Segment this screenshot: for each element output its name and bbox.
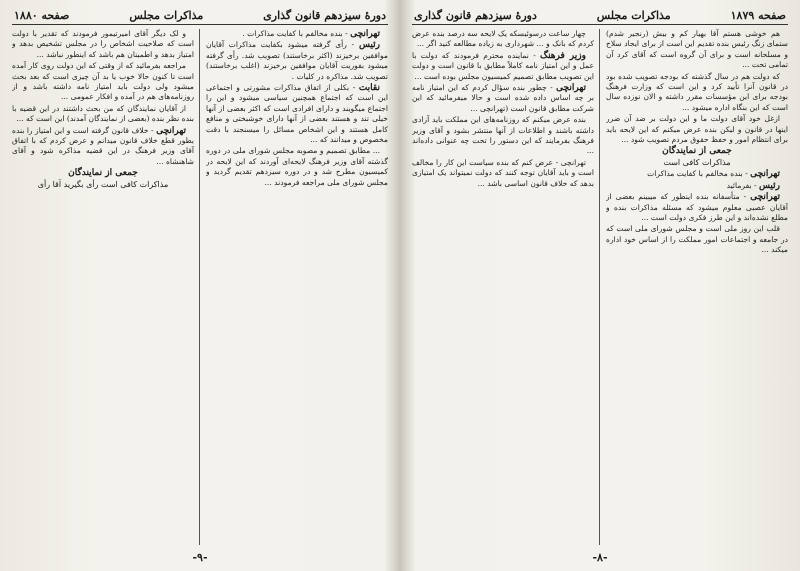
right-page-number: صفحه ۱۸۷۹ bbox=[730, 8, 786, 22]
paragraph: بنده مخالفم با کفایت مذاکرات bbox=[647, 169, 743, 179]
paragraph: بکلی از اتفاق مذاکرات مشورتی و اجتماعی این است که اجتماع همچنین سیاسی میشود و این را اجتماع میگویند و دارای افرادی است که اکثر بعضی از آنها خیلی تند و هستند بعضی از آنها دارای خوشبختی و منافع کامل هستند و این اشخاص مسائل را میسنجند با دقت مخصوص و میدانند که ... bbox=[206, 83, 388, 145]
speaker-name: رئیس bbox=[758, 180, 780, 191]
paragraph: و لک دیگر آقای امیرتیمور فرمودند که تقدیر با دولت است که صلاحیت اشخاص را در مجلس تشخیص بدهد و امتیاز بدهد و اطمینان هم باشد که اینطور نباشد ... bbox=[12, 29, 194, 59]
speaker-name: تهرانچی bbox=[350, 29, 380, 39]
paragraph: بفرمائید bbox=[726, 180, 752, 190]
paragraph: قلب این روز ملی است و مجلس شورای ملی است که در جامعه و اجتماعات امور مملکت را از اساس خود اداره میکند ... bbox=[606, 224, 788, 255]
right-page-header bbox=[412, 6, 788, 25]
paragraph: بنده مخالفم با کفایت مذاکرات . bbox=[242, 29, 343, 38]
right-page-columns bbox=[412, 29, 788, 545]
paragraph: تهرانچی - عرض کنم که بنده سیاست این کار را مخالف است و باید آقایان توجه کنند که دولت نمیتواند یک امتیازی بدهد که خلاف قانون اساسی باشد ... bbox=[412, 157, 594, 188]
speaker-name: نقابت bbox=[358, 83, 380, 94]
speaker-name: وزیر فرهنگ bbox=[540, 50, 586, 61]
right-page bbox=[404, 6, 796, 566]
paragraph: نماینده محترم فرمودند که دولت با عمل و این امتیاز نامه کاملاً مطابق با قانون است و دولت این تصویب مطابق تصمیم کمیسیون مجلس بوده است ... bbox=[412, 50, 594, 81]
left-page-header bbox=[12, 6, 388, 25]
left-page bbox=[4, 6, 396, 566]
right-page-session: دورهٔ سیزدهم قانون گذاری bbox=[414, 8, 537, 22]
paragraph: چطور بنده سؤال کردم که این امتیاز نامه بر چه اساس داده شده است و حالا میفرمائید که این شرکت مطابق قانون است (تهرانچی ... bbox=[412, 83, 594, 113]
paragraph: ازغل خود آقای دولت ما و این دولت بر ضد آن ضرر اینها در قانون و لیکن بنده عرض میکنم که این لایحه باید برای انتظام امور و حفظ حقوق مردم تصویب شود ... bbox=[606, 114, 788, 145]
paragraph: مراجعه بفرمائید که از وقتی که این دولت روی کار آمده است تا کنون حالا خوب یا بد آن چیزی است که بعد بحث میشود ولی دولت باید امتیاز نامه داشته باشد و از روزنامه‌های هم در آمده و افکار عمومی ... bbox=[12, 61, 194, 102]
paragraph: که دولت هم در سال گذشته که بودجه تصویب شده بود در قانون آنرا تأیید کرد و این است که وزارت فرهنگ بودجه برای این مؤسسات مقرر داشته و الان نوزده سال است که این بنگاه اداره میشود ... bbox=[606, 71, 788, 112]
left-page-columns bbox=[12, 29, 388, 545]
right-page-folio: -۸- bbox=[592, 551, 608, 564]
right-page-title: مذاکرات مجلس bbox=[596, 8, 671, 22]
left-page-folio: -۹- bbox=[192, 551, 208, 564]
session-heading: جمعی از نمایندگان bbox=[662, 146, 732, 157]
right-page-column-right: هم خوشی هستم آقا بهیار کم و بیش (رنجیر شدم) ستمای زنگ رئیس بنده تقدیم این است از برای ایجاد سلاح و مسلحانه است و برای آن گروه است که آقای کرد آن تمامی تحت ... که دولت هم در سال گذشته که بودجه تصویب شده بود در قانون آنرا تأیید کرد و این است که وزارت فرهنگ بودجه برای این مؤسسات مقرر داشته و الان نوزده سال است که این بنگاه اداره میشود ... ازغل خود آقای دولت ما و این دولت بر ضد آن ضرر اینها در قانون و لیکن بنده عرض میکنم که این لایحه باید برای انتظام امور و حفظ حقوق مردم تصویب شود ... جمعی از نمایندگان مذاکرات کافی است تهرانچی - بنده مخالفم با کفایت مذاکرات رئیس - بفرمائید تهرانچی - متأسفانه بنده اینطور که میبینم بعضی از آقایان عصبی معلوم میشود که مسئله مذاکرات بنده و مطلع نشده‌اند و این طرز فکری دولت است ... قلب این روز ملی است و مجلس شورای ملی است که در جامعه و اجتماعات امور مملکت را از اساس خود اداره میکند ... bbox=[606, 29, 788, 255]
left-page-session: دورهٔ سیزدهم قانون گذاری bbox=[263, 8, 386, 22]
paragraph: هم خوشی هستم آقا بهیار کم و بیش (رنجیر شدم) ستمای زنگ رئیس بنده تقدیم این است از برای ایجاد سلاح و مسلحانه است و برای آن گروه است که آقای کرد آن تمامی تحت ... bbox=[606, 29, 788, 70]
paragraph: چهار ساعت درسوئیسکه یک لایحه سه درصد بنده عرض کردم که بانک و ... شهرداری به زیاده مطالعه کنید اگر ... bbox=[412, 29, 594, 49]
speaker-name: تهرانچی bbox=[750, 169, 780, 180]
session-heading: جمعی از نمایندگان bbox=[68, 168, 138, 179]
speaker-name: تهرانچی bbox=[556, 83, 586, 94]
left-page-number: صفحه ۱۸۸۰ bbox=[14, 8, 70, 22]
speaker-name: تهرانچی bbox=[156, 125, 186, 136]
left-page-column-left: و لک دیگر آقای امیرتیمور فرمودند که تقدیر با دولت است که صلاحیت اشخاص را در مجلس تشخیص بدهد و امتیاز بدهد و اطمینان هم باشد که اینطور نباشد ... مراجعه بفرمائید که از وقتی که این دولت روی کار آمده است تا کنون حالا خوب یا بد آن چیزی است که بعد بحث میشود ولی دولت باید امتیاز نامه داشته باشد و از روزنامه‌های هم در آمده و افکار عمومی ... از آقایان نمایندگان که من بحث داشتند در این قضیه با بنده نظر بنده (بعضی از نمایندگان آمدند) این است که ... تهرانچی - خلاف قانون گرفته است و این امتیاز را بنده بطور قطع خلاف قانون میدانم و عرض کردم که با اتفاق آقای وزیر فرهنگ در این قضیه مذاکره شود و آقای شاهنشاه ... جمعی از نمایندگان مذاکرات کافی است رأی بگیرید آقا رأی bbox=[12, 29, 200, 545]
paragraph: از آقایان نمایندگان که من بحث داشتند در این قضیه با بنده نظر بنده (بعضی از نمایندگان آمدند) این است که ... bbox=[12, 103, 194, 124]
speaker-name: رئیس bbox=[358, 40, 380, 51]
speaker-name: تهرانچی bbox=[750, 192, 780, 203]
paragraph: ... مطابق تصمیم و مصوبه مجلس شورای ملی در دوره گذشته آقای وزیر فرهنگ لایحه‌ای آوردند که این لایحه در کمیسیون مطرح شد و در دوره سیزدهم تقدیم گردید و مجلس شورای ملی مراجعه فرمودند ... bbox=[206, 146, 388, 187]
session-note: مذاکرات کافی است bbox=[663, 157, 731, 167]
session-note: مذاکرات کافی است رأی بگیرید آقا رأی bbox=[37, 179, 169, 189]
right-page-column-left: چهار ساعت درسوئیسکه یک لایحه سه درصد بنده عرض کردم که بانک و ... شهرداری به زیاده مطالعه کنید اگر ... وزیر فرهنگ - نماینده محترم فرمودند که دولت با عمل و این امتیاز نامه کاملاً مطابق با قانون است و دولت این تصویب مطابق تصمیم کمیسیون مجلس بوده است ... تهرانچی - چطور بنده سؤال کردم که این امتیاز نامه بر چه اساس داده شده است و حالا میفرمائید که این شرکت مطابق قانون است (تهرانچی ... بنده عرض میکنم که روزنامه‌های این مملکت باید آزادی داشته باشند و اطلاعات از آنها منتشر بشود و آقای وزیر فرهنگ بفرمایند که این دستور را تحت چه عنوانی داده‌اند ... تهرانچی - عرض کنم که بنده سیاست این کار را مخالف است و باید آقایان توجه کنند که دولت نمیتواند یک امتیازی بدهد که خلاف قانون اساسی باشد ... bbox=[412, 29, 600, 545]
left-page-column-right: تهرانچی - بنده مخالفم با کفایت مذاکرات . رئیس - رأی گرفته میشود بکفایت مذاکرات آقایان موافقین برخیزند (اکثر برخاستند) تصویب شد. رأی گرفته میشود بفوریت آقایان موافقین برخیزند (اغلب برخاستند) تصویب شد. مذاکره در کلیات . نقابت - بکلی از اتفاق مذاکرات مشورتی و اجتماعی این است که اجتماع همچنین سیاسی میشود و این را اجتماع میگویند و دارای افرادی است که اکثر بعضی از آنها خیلی تند و هستند بعضی از آنها دارای خوشبختی و منافع کامل هستند و این اشخاص مسائل را میسنجند با دقت مخصوص و میدانند که ... ... مطابق تصمیم و مصوبه مجلس شورای ملی در دوره گذشته آقای وزیر فرهنگ لایحه‌ای آوردند که این لایحه در کمیسیون مطرح شد و در دوره سیزدهم تقدیم گردید و مجلس شورای ملی مراجعه فرمودند ... bbox=[206, 29, 388, 187]
left-page-title: مذاکرات مجلس bbox=[129, 8, 204, 22]
paragraph: خلاف قانون گرفته است و این امتیاز را بنده بطور قطع خلاف قانون میدانم و عرض کردم که با اتفاق آقای وزیر فرهنگ در این قضیه مذاکره شود و آقای شاهنشاه ... bbox=[12, 125, 194, 166]
paragraph: بنده عرض میکنم که روزنامه‌های این مملکت باید آزادی داشته باشند و اطلاعات از آنها منتشر بشود و آقای وزیر فرهنگ بفرمایند که این دستور را تحت چه عنوانی داده‌اند ... bbox=[412, 115, 594, 156]
paragraph: متأسفانه بنده اینطور که میبینم بعضی از آقایان عصبی معلوم میشود که مسئله مذاکرات بنده و مطلع نشده‌اند و این طرز فکری دولت است ... bbox=[606, 192, 788, 222]
paragraph: رأی گرفته میشود بکفایت مذاکرات آقایان موافقین برخیزند (اکثر برخاستند) تصویب شد. رأی گرفته میشود بفوریت آقایان موافقین برخیزند (اغلب برخاستند) تصویب شد. مذاکره در کلیات . bbox=[206, 40, 388, 81]
